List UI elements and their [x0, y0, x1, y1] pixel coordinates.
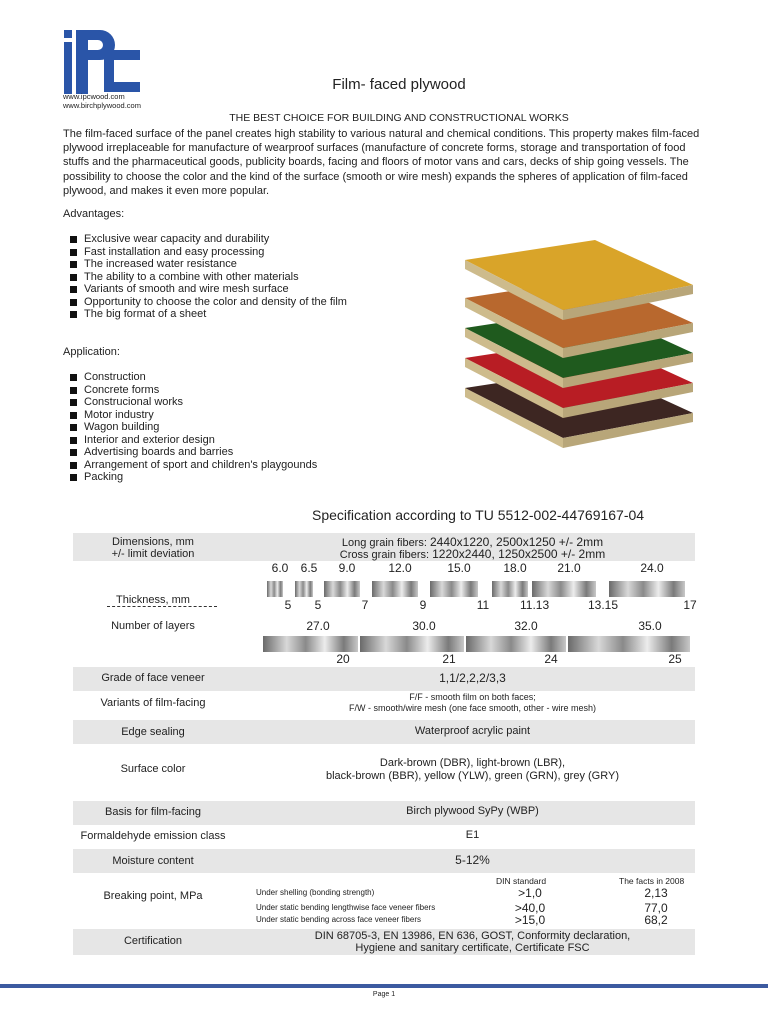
application-item: Advertising boards and barries [70, 446, 317, 459]
layer-count: 17 [683, 598, 697, 612]
layer-count: 24 [544, 652, 558, 666]
certification-line-1: DIN 68705-3, EN 13986, EN 636, GOST, Conformity declaration, [314, 930, 631, 942]
layer-count: 20 [336, 652, 350, 666]
variants-line-1: F/F - smooth film on both faces; [409, 692, 536, 702]
din-value: >40,0 [514, 901, 546, 915]
din-value: >15,0 [514, 913, 546, 927]
surface-label: Surface color [120, 763, 186, 775]
fact-value: 2,13 [644, 886, 668, 900]
thickness-bar [263, 636, 358, 652]
long-grain-dims: 2440x1220, 2500x1250 +/- 2mm [429, 535, 604, 549]
thickness-bar [568, 636, 690, 652]
application-label: Application: [63, 346, 120, 358]
layer-count: 11.13 [520, 598, 550, 612]
certification-label: Certification [123, 935, 183, 947]
din-value: >1,0 [518, 886, 542, 900]
thickness-label: Thickness, mm [116, 594, 190, 606]
thickness-value: 9.0 [338, 561, 356, 575]
advantage-item: Opportunity to choose the color and density of the film [70, 296, 347, 309]
thickness-value: 15.0 [447, 561, 471, 575]
advantage-item: Fast installation and easy processing [70, 246, 347, 259]
thickness-bar [430, 581, 478, 597]
application-item: Arrangement of sport and children's playgounds [70, 459, 317, 472]
certification-line-2: Hygiene and sanitary certificate, Certificate FSC [355, 942, 590, 954]
facts-header: The facts in 2008 [619, 876, 685, 886]
page-title: Film- faced plywood [332, 76, 466, 93]
surface-line-2: black-brown (BBR), yellow (YLW), green (GRN), grey (GRY) [326, 770, 619, 782]
advantage-item: The increased water resistance [70, 258, 347, 271]
thickness-value: 6.5 [300, 561, 318, 575]
breaking-label: Breaking point, MPa [103, 890, 203, 902]
grade-label: Grade of face veneer [101, 672, 205, 684]
thickness-bar [492, 581, 528, 597]
thickness-bar [295, 581, 313, 597]
thickness-bar [372, 581, 418, 597]
deviation-label: +/- limit deviation [111, 548, 195, 560]
layer-count: 21 [442, 652, 456, 666]
thickness-value: 18.0 [503, 561, 527, 575]
layer-count: 5 [284, 598, 292, 612]
grade-value: 1,1/2,2,2/3,3 [439, 671, 506, 685]
fact-value: 77,0 [644, 901, 668, 915]
advantage-item: The big format of a sheet [70, 308, 347, 321]
advantage-item: Exclusive wear capacity and durability [70, 233, 347, 246]
thickness-value: 12.0 [388, 561, 412, 575]
cross-grain-prefix: Cross grain fibers: [339, 549, 433, 561]
thickness-bar [609, 581, 685, 597]
thickness-bar [360, 636, 464, 652]
thickness-value: 35.0 [638, 619, 662, 633]
basis-value: Birch plywood SyPy (WBP) [406, 805, 539, 817]
application-item: Motor industry [70, 409, 317, 422]
footer-rule [0, 984, 768, 988]
variants-label: Variants of film-facing [100, 697, 206, 709]
thickness-value: 21.0 [557, 561, 581, 575]
breaking-test-name: Under shelling (bonding strength) [256, 888, 375, 897]
dimensions-label: Dimensions, mm [112, 536, 194, 548]
advantage-item: Variants of smooth and wire mesh surface [70, 283, 347, 296]
thickness-bar [267, 581, 283, 597]
fact-value: 68,2 [644, 913, 668, 927]
formaldehyde-label: Formaldehyde emission class [80, 830, 226, 842]
layer-count: 13.15 [588, 598, 619, 612]
page-number: Page 1 [372, 991, 396, 998]
label-divider [107, 606, 217, 607]
thickness-bar [532, 581, 596, 597]
moisture-value: 5-12% [455, 853, 490, 867]
layer-count: 25 [668, 652, 682, 666]
advantage-item: The ability to a combine with other materials [70, 271, 347, 284]
layer-count: 7 [361, 598, 369, 612]
breaking-test-name: Under static bending across face veneer fibers [256, 915, 421, 924]
cross-grain-dims: 1220x2440, 1250x2500 +/- 2mm [432, 547, 606, 561]
thickness-bar [324, 581, 360, 597]
application-item: Construcional works [70, 396, 317, 409]
formaldehyde-value: E1 [465, 829, 480, 841]
thickness-bar [466, 636, 566, 652]
layer-count: 11 [476, 598, 490, 612]
layer-count: 5 [314, 598, 322, 612]
thickness-value: 27.0 [306, 619, 330, 633]
advantages-list [70, 233, 347, 321]
edge-value: Waterproof acrylic paint [414, 725, 531, 737]
breaking-test-name: Under static bending lengthwise face veneer fibers [256, 903, 436, 912]
advantages-label: Advantages: [63, 208, 125, 220]
page-subtitle: THE BEST CHOICE FOR BUILDING AND CONSTRUCTIONAL WORKS [229, 112, 569, 124]
application-list [70, 371, 317, 484]
plywood-boards-image [455, 240, 695, 460]
application-item: Packing [70, 471, 317, 484]
layer-count: 9 [419, 598, 427, 612]
website-link-2[interactable]: www.birchplywood.com [63, 101, 141, 110]
thickness-value: 6.0 [271, 561, 289, 575]
edge-label: Edge sealing [121, 726, 185, 738]
thickness-value: 32.0 [514, 619, 538, 633]
din-standard-header: DIN standard [496, 876, 547, 886]
application-item: Construction [70, 371, 317, 384]
website-link-1[interactable]: www.ipcwood.com [63, 92, 125, 101]
application-item: Interior and exterior design [70, 434, 317, 447]
surface-line-1: Dark-brown (DBR), light-brown (LBR), [379, 757, 566, 769]
basis-label: Basis for film-facing [105, 806, 201, 818]
spec-title: Specification according to TU 5512-002-44769167-04 [312, 507, 645, 523]
thickness-value: 30.0 [412, 619, 436, 633]
moisture-label: Moisture content [112, 855, 194, 867]
layers-label: Number of layers [111, 620, 195, 632]
application-item: Concrete forms [70, 384, 317, 397]
long-grain-prefix: Long grain fibers: [341, 537, 430, 549]
thickness-value: 24.0 [640, 561, 664, 575]
variants-line-2: F/W - smooth/wire mesh (one face smooth, other - wire mesh) [348, 703, 597, 713]
cross-grain-value [250, 547, 695, 561]
intro-paragraph: The film-faced surface of the panel creates high stability to various natural and chemical conditions. This property makes film-faced plywood irreplaceable for manufacture of wearproof surfaces (manufacture of concrete forms, storage and transportation of food stuffs and the pharmaceutical goods, publicity boards, facing and floors of motor vans and cars, decks of ship going vessels. The possibility to choose the color and the kind of the surface (smooth or wire mesh) expands the spheres of application of film-faced plywood, and makes it even more popular. [63, 128, 700, 197]
application-item: Wagon building [70, 421, 317, 434]
